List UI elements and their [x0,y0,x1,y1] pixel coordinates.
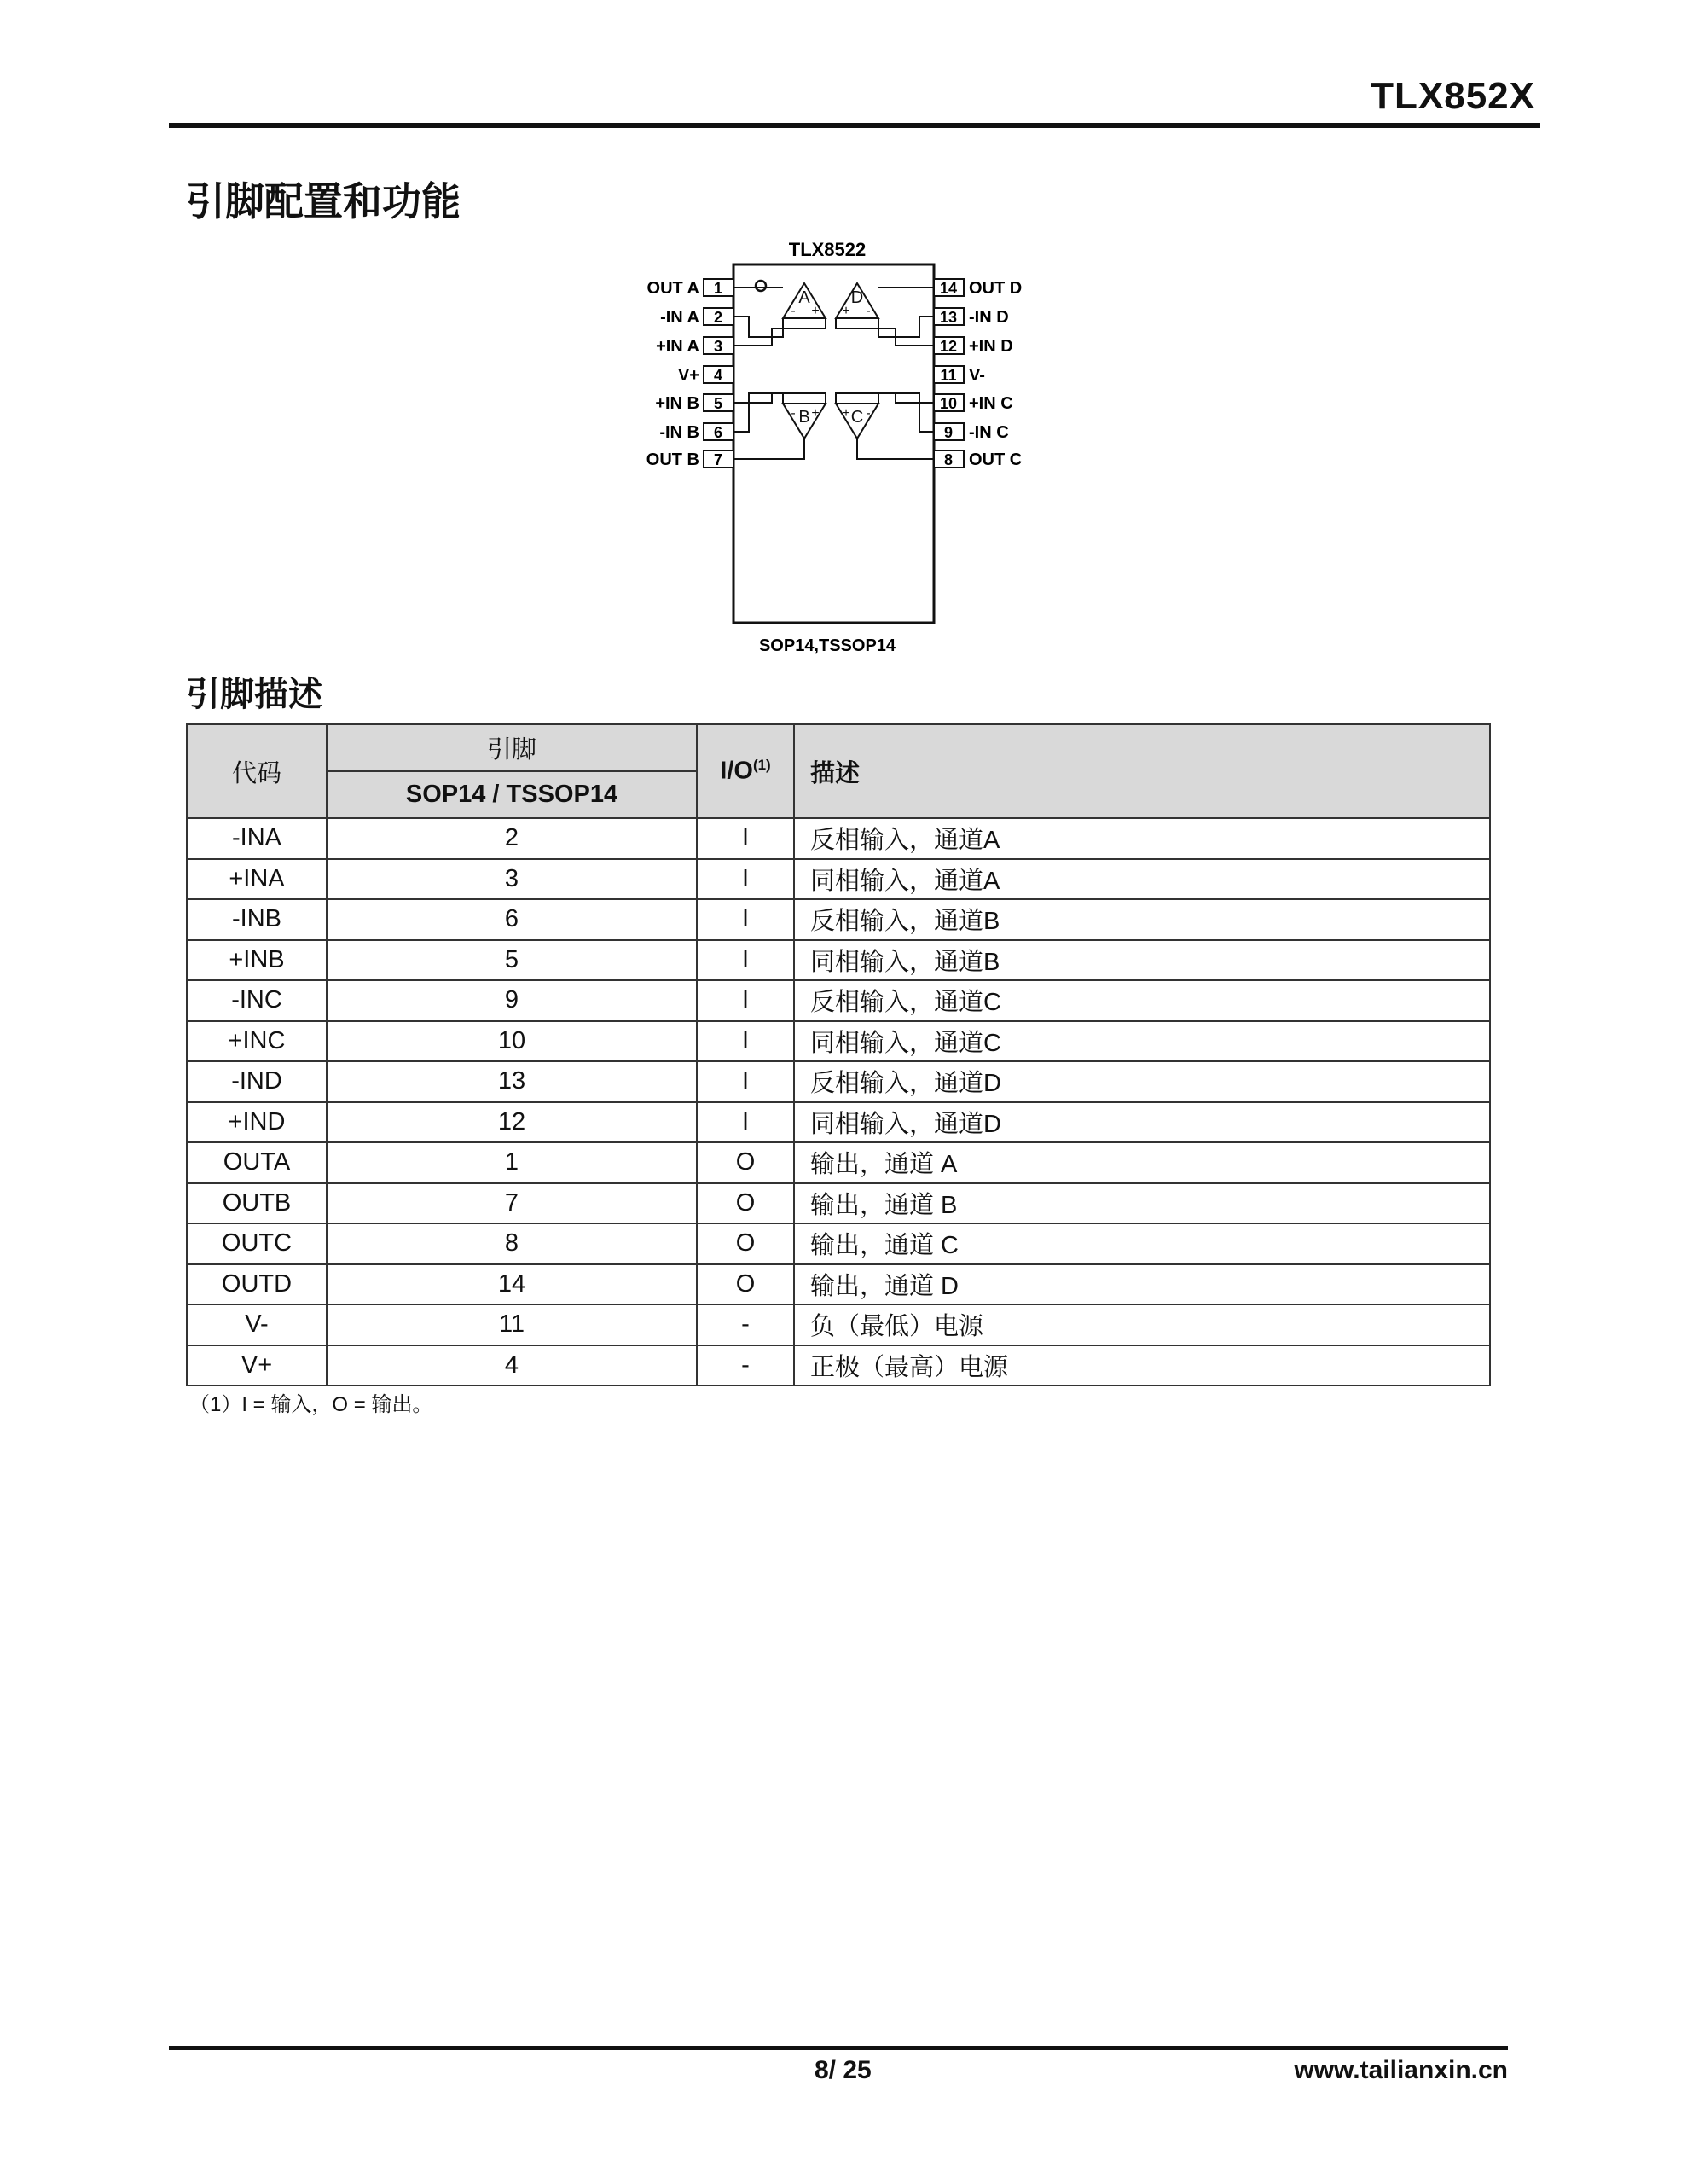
row-pin: 14 [327,1264,697,1305]
row-io: O [697,1264,794,1305]
row-code: +INC [187,1021,327,1062]
row-desc: 同相输入，通道B [794,940,1490,981]
row-desc: 正极（最高）电源 [794,1345,1490,1386]
pin-label: OUT D [969,279,1023,298]
row-pin: 6 [327,899,697,940]
table-row [187,899,1490,940]
pin-number: 14 [939,280,958,297]
pin-number: 11 [940,367,957,384]
pin-desc-heading: 引脚描述 [186,676,322,713]
pin-config-heading: 引脚配置和功能 [186,179,461,224]
pin-number: 7 [713,451,723,468]
pin-label: +IN D [969,337,1013,356]
row-desc: 反相输入，通道C [794,980,1490,1021]
pin-number: 3 [713,338,723,355]
product-title: TLX852X [1371,75,1535,117]
table-row [187,940,1490,981]
pin-label: +IN A [656,337,699,356]
row-desc: 反相输入，通道B [794,899,1490,940]
row-pin: 10 [327,1021,697,1062]
row-io: I [697,940,794,981]
row-pin: 11 [327,1304,697,1345]
row-code: +IND [187,1102,327,1143]
op-amp-label: D [850,288,864,307]
table-row [187,1264,1490,1305]
header-io-footnote: (1) [752,757,771,774]
header-io-text: I/O [720,757,753,785]
footer-rule [169,2046,1508,2050]
row-code: V+ [187,1345,327,1386]
input-sign: - [866,304,871,318]
row-desc: 同相输入，通道C [794,1021,1490,1062]
pin-number: 2 [713,309,723,326]
row-io: I [697,818,794,859]
row-code: V- [187,1304,327,1345]
row-pin: 1 [327,1142,697,1183]
pin-number: 5 [713,395,723,412]
pin-label: OUT B [646,450,699,469]
pin-number: 8 [943,451,954,468]
pinout-diagram [563,235,1177,670]
table-row [187,1345,1490,1386]
pin-description-table [186,723,1491,1386]
pin-number: 1 [713,280,723,297]
pin-number: 4 [713,367,723,384]
row-pin: 8 [327,1223,697,1264]
chip-name-label: TLX8522 [788,239,867,260]
header-desc: 描述 [794,724,1490,818]
row-io: - [697,1345,794,1386]
row-desc: 同相输入，通道D [794,1102,1490,1143]
package-label: SOP14,TSSOP14 [758,636,896,655]
row-code: -IND [187,1061,327,1102]
input-sign: - [866,406,871,421]
row-code: -INA [187,818,327,859]
op-amp-label: B [798,408,810,427]
table-row [187,1102,1490,1143]
input-sign: + [811,304,820,318]
row-pin: 7 [327,1183,697,1224]
op-amp-label: A [798,288,810,307]
pin-label: -IN B [659,423,699,442]
header-pin: 引脚 [327,724,697,771]
chip-body [733,264,934,623]
pin-label: -IN D [969,308,1009,327]
header-pin-package: SOP14 / TSSOP14 [327,771,697,818]
website-link[interactable]: www.tailianxin.cn [1294,2056,1508,2084]
row-code: OUTC [187,1223,327,1264]
table-row [187,1021,1490,1062]
pin-number: 6 [713,424,723,441]
row-io: I [697,899,794,940]
row-desc: 输出，通道 C [794,1223,1490,1264]
row-code: OUTD [187,1264,327,1305]
table-row [187,1142,1490,1183]
table-row [187,818,1490,859]
table-row [187,1304,1490,1345]
row-pin: 2 [327,818,697,859]
row-pin: 12 [327,1102,697,1143]
row-desc: 反相输入，通道A [794,818,1490,859]
row-io: I [697,1102,794,1143]
row-pin: 3 [327,859,697,900]
pin-number: 12 [939,338,958,355]
table-row [187,1223,1490,1264]
pin-label: OUT C [969,450,1023,469]
table-row [187,1183,1490,1224]
row-pin: 13 [327,1061,697,1102]
row-io: I [697,1061,794,1102]
input-sign: - [791,304,796,318]
row-io: O [697,1183,794,1224]
row-pin: 4 [327,1345,697,1386]
page-number: 8/ 25 [815,2056,872,2084]
row-desc: 同相输入，通道A [794,859,1490,900]
row-io: O [697,1142,794,1183]
row-io: O [697,1223,794,1264]
pin-label: V- [969,366,985,385]
row-code: -INB [187,899,327,940]
header-rule [169,123,1540,128]
table-footnote: （1）I = 输入，O = 输出。 [189,1393,433,1416]
pin-label: -IN C [969,423,1009,442]
row-code: -INC [187,980,327,1021]
pin-label: -IN A [660,308,699,327]
table-row [187,1061,1490,1102]
table-row [187,859,1490,900]
row-desc: 输出，通道 B [794,1183,1490,1224]
input-sign: - [791,406,796,421]
row-io: I [697,1021,794,1062]
row-pin: 9 [327,980,697,1021]
pin-label: +IN C [969,394,1013,413]
header-code: 代码 [187,724,327,818]
row-code: OUTA [187,1142,327,1183]
row-code: +INB [187,940,327,981]
pin-number: 13 [939,309,958,326]
input-sign: + [811,406,820,421]
pin-number: 9 [943,424,954,441]
row-code: OUTB [187,1183,327,1224]
row-desc: 输出，通道 D [794,1264,1490,1305]
pin-number: 10 [939,395,958,412]
row-code: +INA [187,859,327,900]
pin-label: +IN B [655,394,699,413]
input-sign: + [842,406,850,421]
row-io: I [697,980,794,1021]
row-pin: 5 [327,940,697,981]
row-desc: 反相输入，通道D [794,1061,1490,1102]
row-io: - [697,1304,794,1345]
header-io [697,724,794,818]
pin-label: OUT A [646,279,699,298]
pin-label: V+ [677,366,699,385]
row-desc: 负（最低）电源 [794,1304,1490,1345]
row-desc: 输出，通道 A [794,1142,1490,1183]
input-sign: + [842,304,850,318]
row-io: I [697,859,794,900]
op-amp-label: C [850,408,864,427]
table-row [187,980,1490,1021]
